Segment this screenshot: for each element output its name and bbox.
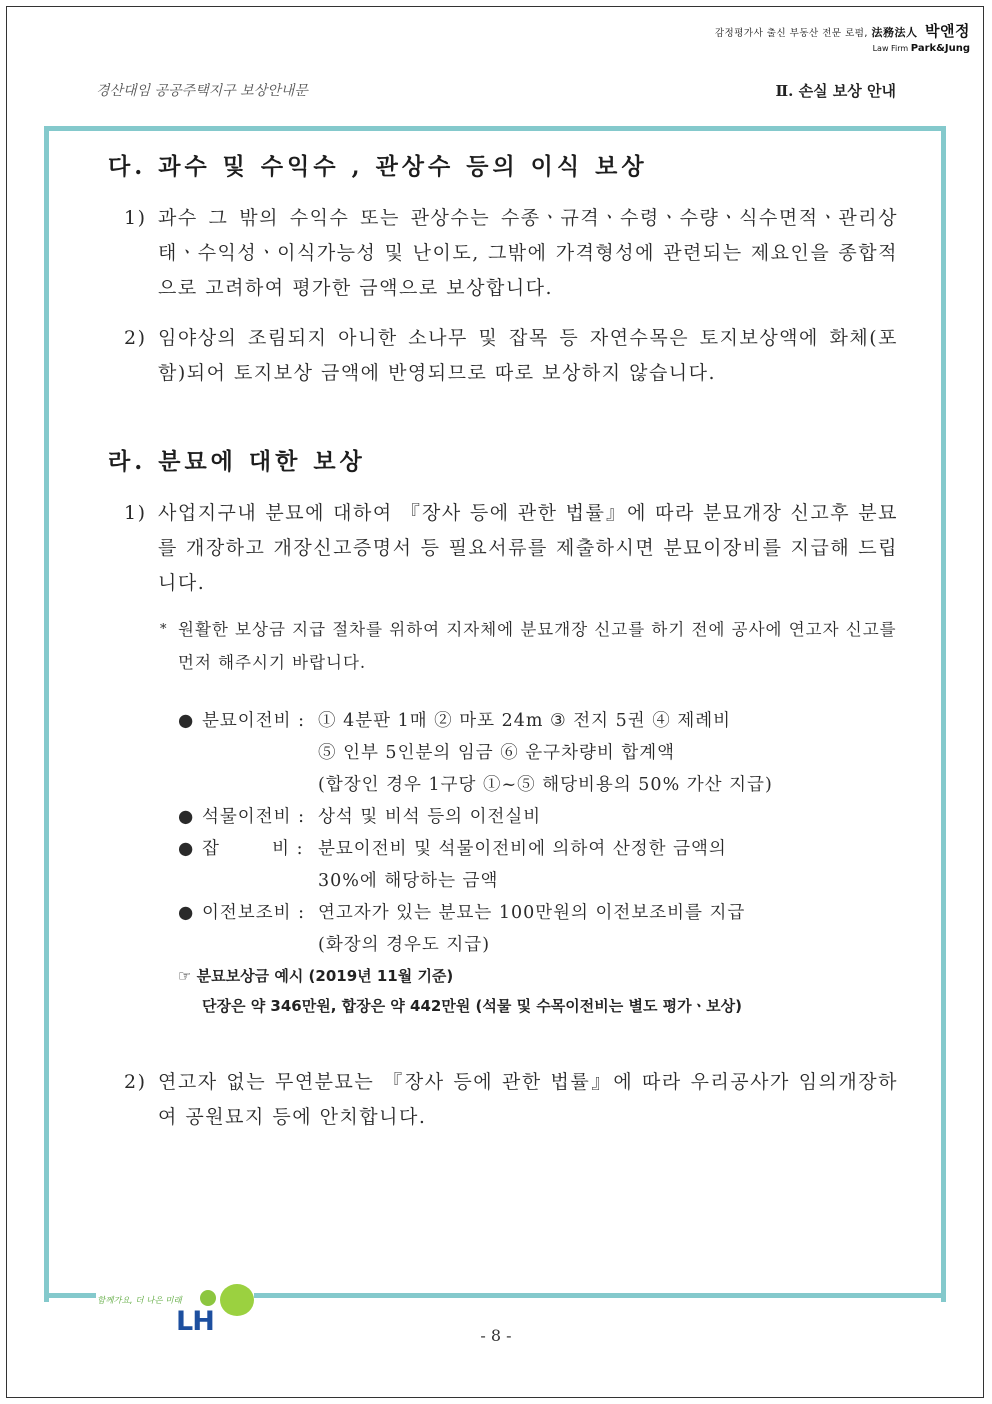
lh-slogan: 함께가요, 더 나은 미래 [97, 1296, 182, 1306]
list-item [152, 833, 922, 897]
item-text: 과수 그 밖의 수익수 또는 관상수는 수종ㆍ규격ㆍ수령ㆍ수량ㆍ식수면적ㆍ관리상태ㆍ수익성ㆍ이식가능성 및 난이도, 그밖에 가격형성에 관련되는 제요인을 종합적으로 고려하여 평가한 금액으로 보상합니다. [158, 207, 898, 299]
page-number: - 8 - [480, 1326, 512, 1345]
list-label-part: 비 [272, 839, 290, 859]
frame-bottom-right [254, 1293, 946, 1298]
section-da-item-2 [108, 321, 898, 391]
firm-name-en: Park&Jung [910, 43, 970, 54]
list-label-part: 잡 [202, 839, 220, 859]
section-da-title: 다. 과수 및 수익수 , 관상수 등의 이식 보상 [108, 153, 648, 180]
list-value-line: 분묘이전비 및 석물이전비에 의하여 산정한 금액의 [318, 839, 727, 859]
bullet-icon: ● [178, 807, 195, 827]
list-value-line: 상석 및 비석 등의 이전실비 [318, 807, 542, 827]
item-number: 1) [124, 502, 147, 524]
list-label: 이전보조비 [202, 903, 292, 923]
item-text: 연고자 없는 무연분묘는 『장사 등에 관한 법률』에 따라 우리공사가 임의개장하여 공원묘지 등에 안치합니다. [158, 1071, 898, 1128]
separator: : [298, 711, 306, 731]
firm-name-kr: 박앤정 [925, 22, 970, 40]
item-text: 사업지구내 분묘에 대하여 『장사 등에 관한 법률』에 따라 분묘개장 신고후 분묘를 개장하고 개장신고증명서 등 필요서류를 제출하시면 분묘이장비를 지급해 드립니다. [158, 502, 898, 594]
notice [108, 613, 898, 679]
section-ra-item-1 [108, 496, 898, 601]
compensation-detail-box [152, 699, 922, 1021]
list-item [152, 705, 922, 801]
list-value-line: (화장의 경우도 지급) [318, 935, 491, 955]
section-ra-item-2 [108, 1065, 898, 1135]
bullet-icon: ● [178, 839, 195, 859]
separator: : [296, 839, 304, 859]
example-title: ☞ 분묘보상금 예시 (2019년 11월 기준) [178, 967, 454, 985]
lh-logo-dot-small [200, 1290, 216, 1306]
asterisk-icon: * [160, 622, 168, 637]
list-item [152, 897, 922, 961]
lh-logo-dot-large [220, 1284, 254, 1316]
item-number: 2) [124, 327, 147, 349]
document-title: 경산대임 공공주택지구 보상안내문 [96, 83, 308, 99]
list-value-line: (합장인 경우 1구당 ①~⑤ 해당비용의 50% 가산 지급) [318, 775, 773, 795]
frame-bottom-left [44, 1293, 96, 1298]
firm-tagline: 감정평가사 출신 부동산 전문 로펌, [714, 28, 868, 39]
list-value-line: 30%에 해당하는 금액 [318, 871, 499, 891]
list-label: 분묘이전비 [202, 711, 292, 731]
list-item [152, 801, 922, 833]
example-text: 단장은 약 346만원, 합장은 약 442만원 (석물 및 수목이전비는 별도 평가ㆍ보상) [202, 997, 742, 1015]
list-value-line: 연고자가 있는 분묘는 100만원의 이전보조비를 지급 [318, 903, 746, 923]
separator: : [298, 903, 306, 923]
main-content [108, 148, 898, 1135]
notice-text: 원활한 보상금 지급 절차를 위하여 지자체에 분묘개장 신고를 하기 전에 공사에 연고자 신고를 먼저 해주시기 바랍니다. [178, 620, 897, 672]
bullet-icon: ● [178, 711, 195, 731]
item-number: 1) [124, 207, 147, 229]
section-ra-title: 라. 분묘에 대한 보상 [108, 448, 366, 475]
chapter-title: Ⅱ. 손실 보상 안내 [775, 82, 896, 100]
firm-name-hanja: 法務法人 [871, 26, 918, 39]
item-number: 2) [124, 1071, 147, 1093]
separator: : [298, 807, 306, 827]
list-value-line: ① 4분판 1매 ② 마포 24m ③ 전지 5권 ④ 제례비 [318, 711, 732, 731]
item-text: 임야상의 조림되지 아니한 소나무 및 잡목 등 자연수목은 토지보상액에 화체(포함)되어 토지보상 금액에 반영되므로 따로 보상하지 않습니다. [158, 327, 898, 384]
law-firm-header [715, 20, 970, 54]
section-da-item-1 [108, 201, 898, 306]
lh-logo: LH [176, 1306, 214, 1337]
list-label: 석물이전비 [202, 807, 292, 827]
firm-law-firm-label: Law Firm [872, 44, 909, 53]
list-value-line: ⑤ 인부 5인분의 임금 ⑥ 운구차량비 합계액 [318, 743, 676, 763]
bullet-icon: ● [178, 903, 195, 923]
